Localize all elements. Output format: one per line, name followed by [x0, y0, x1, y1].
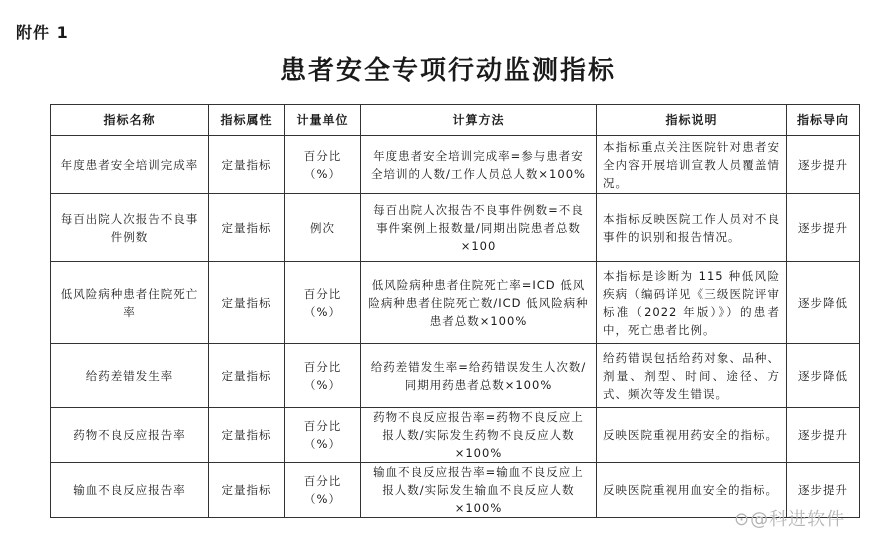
indicator-name: 药物不良反应报告率 [51, 408, 209, 463]
indicator-unit: 百分比（%） [285, 262, 361, 344]
indicator-name: 每百出院人次报告不良事件例数 [51, 194, 209, 262]
table-row [51, 194, 860, 262]
indicator-method: 药物不良反应报告率=药物不良反应上报人数/实际发生药物不良反应人数×100% [361, 408, 597, 463]
indicator-description: 本指标反映医院工作人员对不良事件的识别和报告情况。 [597, 194, 787, 262]
indicator-description: 反映医院重视用血安全的指标。 [597, 463, 787, 518]
table-row [51, 344, 860, 408]
indicator-attribute: 定量指标 [209, 408, 285, 463]
indicator-name: 给药差错发生率 [51, 344, 209, 408]
table-header-row [51, 105, 860, 136]
indicator-direction: 逐步降低 [787, 262, 860, 344]
document-title: 患者安全专项行动监测指标 [279, 56, 616, 86]
header-attribute: 指标属性 [209, 105, 285, 136]
indicator-method: 给药差错发生率=给药错误发生人次数/同期用药患者总数×100% [361, 344, 597, 408]
indicator-attribute: 定量指标 [209, 344, 285, 408]
indicator-description: 本指标是诊断为 115 种低风险疾病（编码详见《三级医院评审标准（2022 年版）》）的患者中，死亡患者比例。 [597, 262, 787, 344]
indicator-unit: 百分比（%） [285, 344, 361, 408]
indicator-unit: 百分比（%） [285, 463, 361, 518]
annex-label: 附件 1 [16, 23, 69, 42]
indicator-name: 低风险病种患者住院死亡率 [51, 262, 209, 344]
header-unit: 计量单位 [285, 105, 361, 136]
indicator-method: 低风险病种患者住院死亡率=ICD 低风险病种患者住院死亡数/ICD 低风险病种患者总数×100% [361, 262, 597, 344]
indicator-attribute: 定量指标 [209, 194, 285, 262]
table-row [51, 262, 860, 344]
indicator-direction: 逐步降低 [787, 344, 860, 408]
indicator-name: 输血不良反应报告率 [51, 463, 209, 518]
indicator-description: 给药错误包括给药对象、品种、剂量、剂型、时间、途径、方式、频次等发生错误。 [597, 344, 787, 408]
indicator-unit: 百分比（%） [285, 408, 361, 463]
indicator-attribute: 定量指标 [209, 262, 285, 344]
indicator-direction: 逐步提升 [787, 408, 860, 463]
table-row [51, 408, 860, 463]
header-name: 指标名称 [51, 105, 209, 136]
indicator-table [50, 104, 860, 518]
indicator-unit: 百分比（%） [285, 136, 361, 194]
indicator-method: 年度患者安全培训完成率=参与患者安全培训的人数/工作人员总人数×100% [361, 136, 597, 194]
indicator-unit: 例次 [285, 194, 361, 262]
indicator-description: 本指标重点关注医院针对患者安全内容开展培训宣教人员覆盖情况。 [597, 136, 787, 194]
indicator-method: 输血不良反应报告率=输血不良反应上报人数/实际发生输血不良反应人数×100% [361, 463, 597, 518]
indicator-direction: 逐步提升 [787, 463, 860, 518]
header-method: 计算方法 [361, 105, 597, 136]
indicator-attribute: 定量指标 [209, 463, 285, 518]
indicator-direction: 逐步提升 [787, 136, 860, 194]
indicator-direction: 逐步提升 [787, 194, 860, 262]
watermark: ⊙@科进软件 [734, 509, 846, 530]
indicator-description: 反映医院重视用药安全的指标。 [597, 408, 787, 463]
indicator-attribute: 定量指标 [209, 136, 285, 194]
header-description: 指标说明 [597, 105, 787, 136]
header-direction: 指标导向 [787, 105, 860, 136]
indicator-name: 年度患者安全培训完成率 [51, 136, 209, 194]
indicator-method: 每百出院人次报告不良事件例数=不良事件案例上报数量/同期出院患者总数×100 [361, 194, 597, 262]
table-row [51, 136, 860, 194]
